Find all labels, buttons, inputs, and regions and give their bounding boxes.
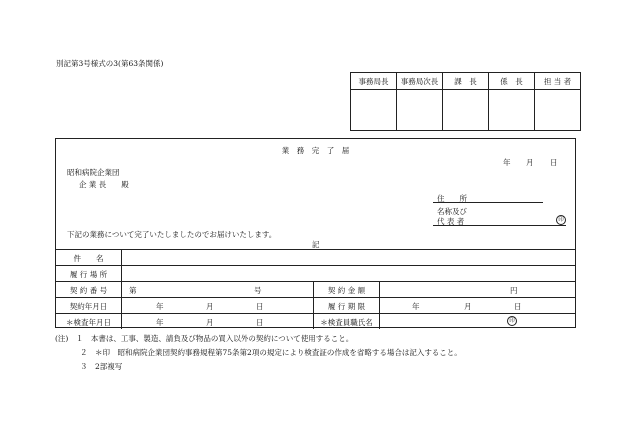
address-underline bbox=[433, 202, 543, 203]
inspect-date-month: 月 bbox=[206, 318, 214, 327]
yen-unit: 円 bbox=[510, 286, 518, 295]
stamp-cell[interactable] bbox=[397, 90, 443, 131]
notes bbox=[55, 332, 462, 374]
stamp-header: 担 当 者 bbox=[535, 73, 581, 90]
addressee: 企 業 長 殿 bbox=[79, 180, 129, 189]
location-label: 履 行 場 所 bbox=[69, 270, 108, 279]
form-title: 業 務 完 了 届 bbox=[281, 146, 350, 155]
message: 下記の業務について完了いたしましたのでお届けいたします。 bbox=[67, 230, 277, 239]
ki-label: 記 bbox=[312, 240, 320, 249]
contract-date-month: 月 bbox=[206, 302, 214, 311]
contract-date-day: 日 bbox=[256, 302, 264, 311]
form-frame bbox=[55, 138, 576, 328]
stamp-header: 係 長 bbox=[489, 73, 535, 90]
org-name: 昭和病院企業団 bbox=[67, 168, 120, 177]
inspector-seal-icon: 印 bbox=[507, 316, 517, 326]
date-month: 月 bbox=[526, 158, 534, 167]
form-number: 別記第3号様式の3(第63条関係) bbox=[56, 59, 164, 68]
contract-date-year: 年 bbox=[156, 302, 164, 311]
address-label: 住 所 bbox=[437, 194, 467, 203]
name-label: 名称及び bbox=[437, 207, 467, 216]
note-1: (注) １ 本書は、工事、製造、請負及び物品の買入以外の契約について使用すること。 bbox=[55, 334, 354, 343]
inspector-label: ＊検査員職氏名 bbox=[320, 318, 373, 327]
note-3: ３ 2部複写 bbox=[80, 362, 123, 371]
period-label: 履 行 期 限 bbox=[327, 302, 366, 311]
stamp-header: 事務局次長 bbox=[397, 73, 443, 90]
stamp-cell[interactable] bbox=[351, 90, 397, 131]
item-name-field[interactable] bbox=[122, 250, 572, 264]
inspect-date-year: 年 bbox=[156, 318, 164, 327]
item-name-label: 件 名 bbox=[73, 254, 104, 263]
inspect-date-day: 日 bbox=[256, 318, 264, 327]
stamp-cell[interactable] bbox=[443, 90, 489, 131]
contract-amount-label: 契 約 金 額 bbox=[327, 286, 366, 295]
period-month: 月 bbox=[464, 302, 472, 311]
stamp-header: 課 長 bbox=[443, 73, 489, 90]
rep-label: 代 表 者 bbox=[437, 217, 465, 226]
note-2: ２ ＊印 昭和病院企業団契約事務規程第75条第2項の規定により検査証の作成を省略する場合は記入すること。 bbox=[80, 348, 462, 357]
inspect-date-label: ＊検査年月日 bbox=[66, 318, 111, 327]
period-year: 年 bbox=[412, 302, 420, 311]
date-year: 年 bbox=[503, 158, 511, 167]
stamp-header: 事務局長 bbox=[351, 73, 397, 90]
contract-no-label: 契 約 番 号 bbox=[69, 286, 108, 295]
period-day: 日 bbox=[514, 302, 522, 311]
rep-underline bbox=[433, 225, 566, 226]
contract-no-suffix: 号 bbox=[254, 286, 262, 295]
seal-icon: 印 bbox=[556, 215, 566, 225]
stamp-cell[interactable] bbox=[535, 90, 581, 131]
approval-stamp-table bbox=[350, 72, 581, 131]
date-day: 日 bbox=[550, 158, 558, 167]
location-field[interactable] bbox=[122, 266, 572, 280]
contract-no-first: 第 bbox=[129, 286, 137, 295]
stamp-cell[interactable] bbox=[489, 90, 535, 131]
contract-date-label: 契約年月日 bbox=[69, 302, 108, 311]
